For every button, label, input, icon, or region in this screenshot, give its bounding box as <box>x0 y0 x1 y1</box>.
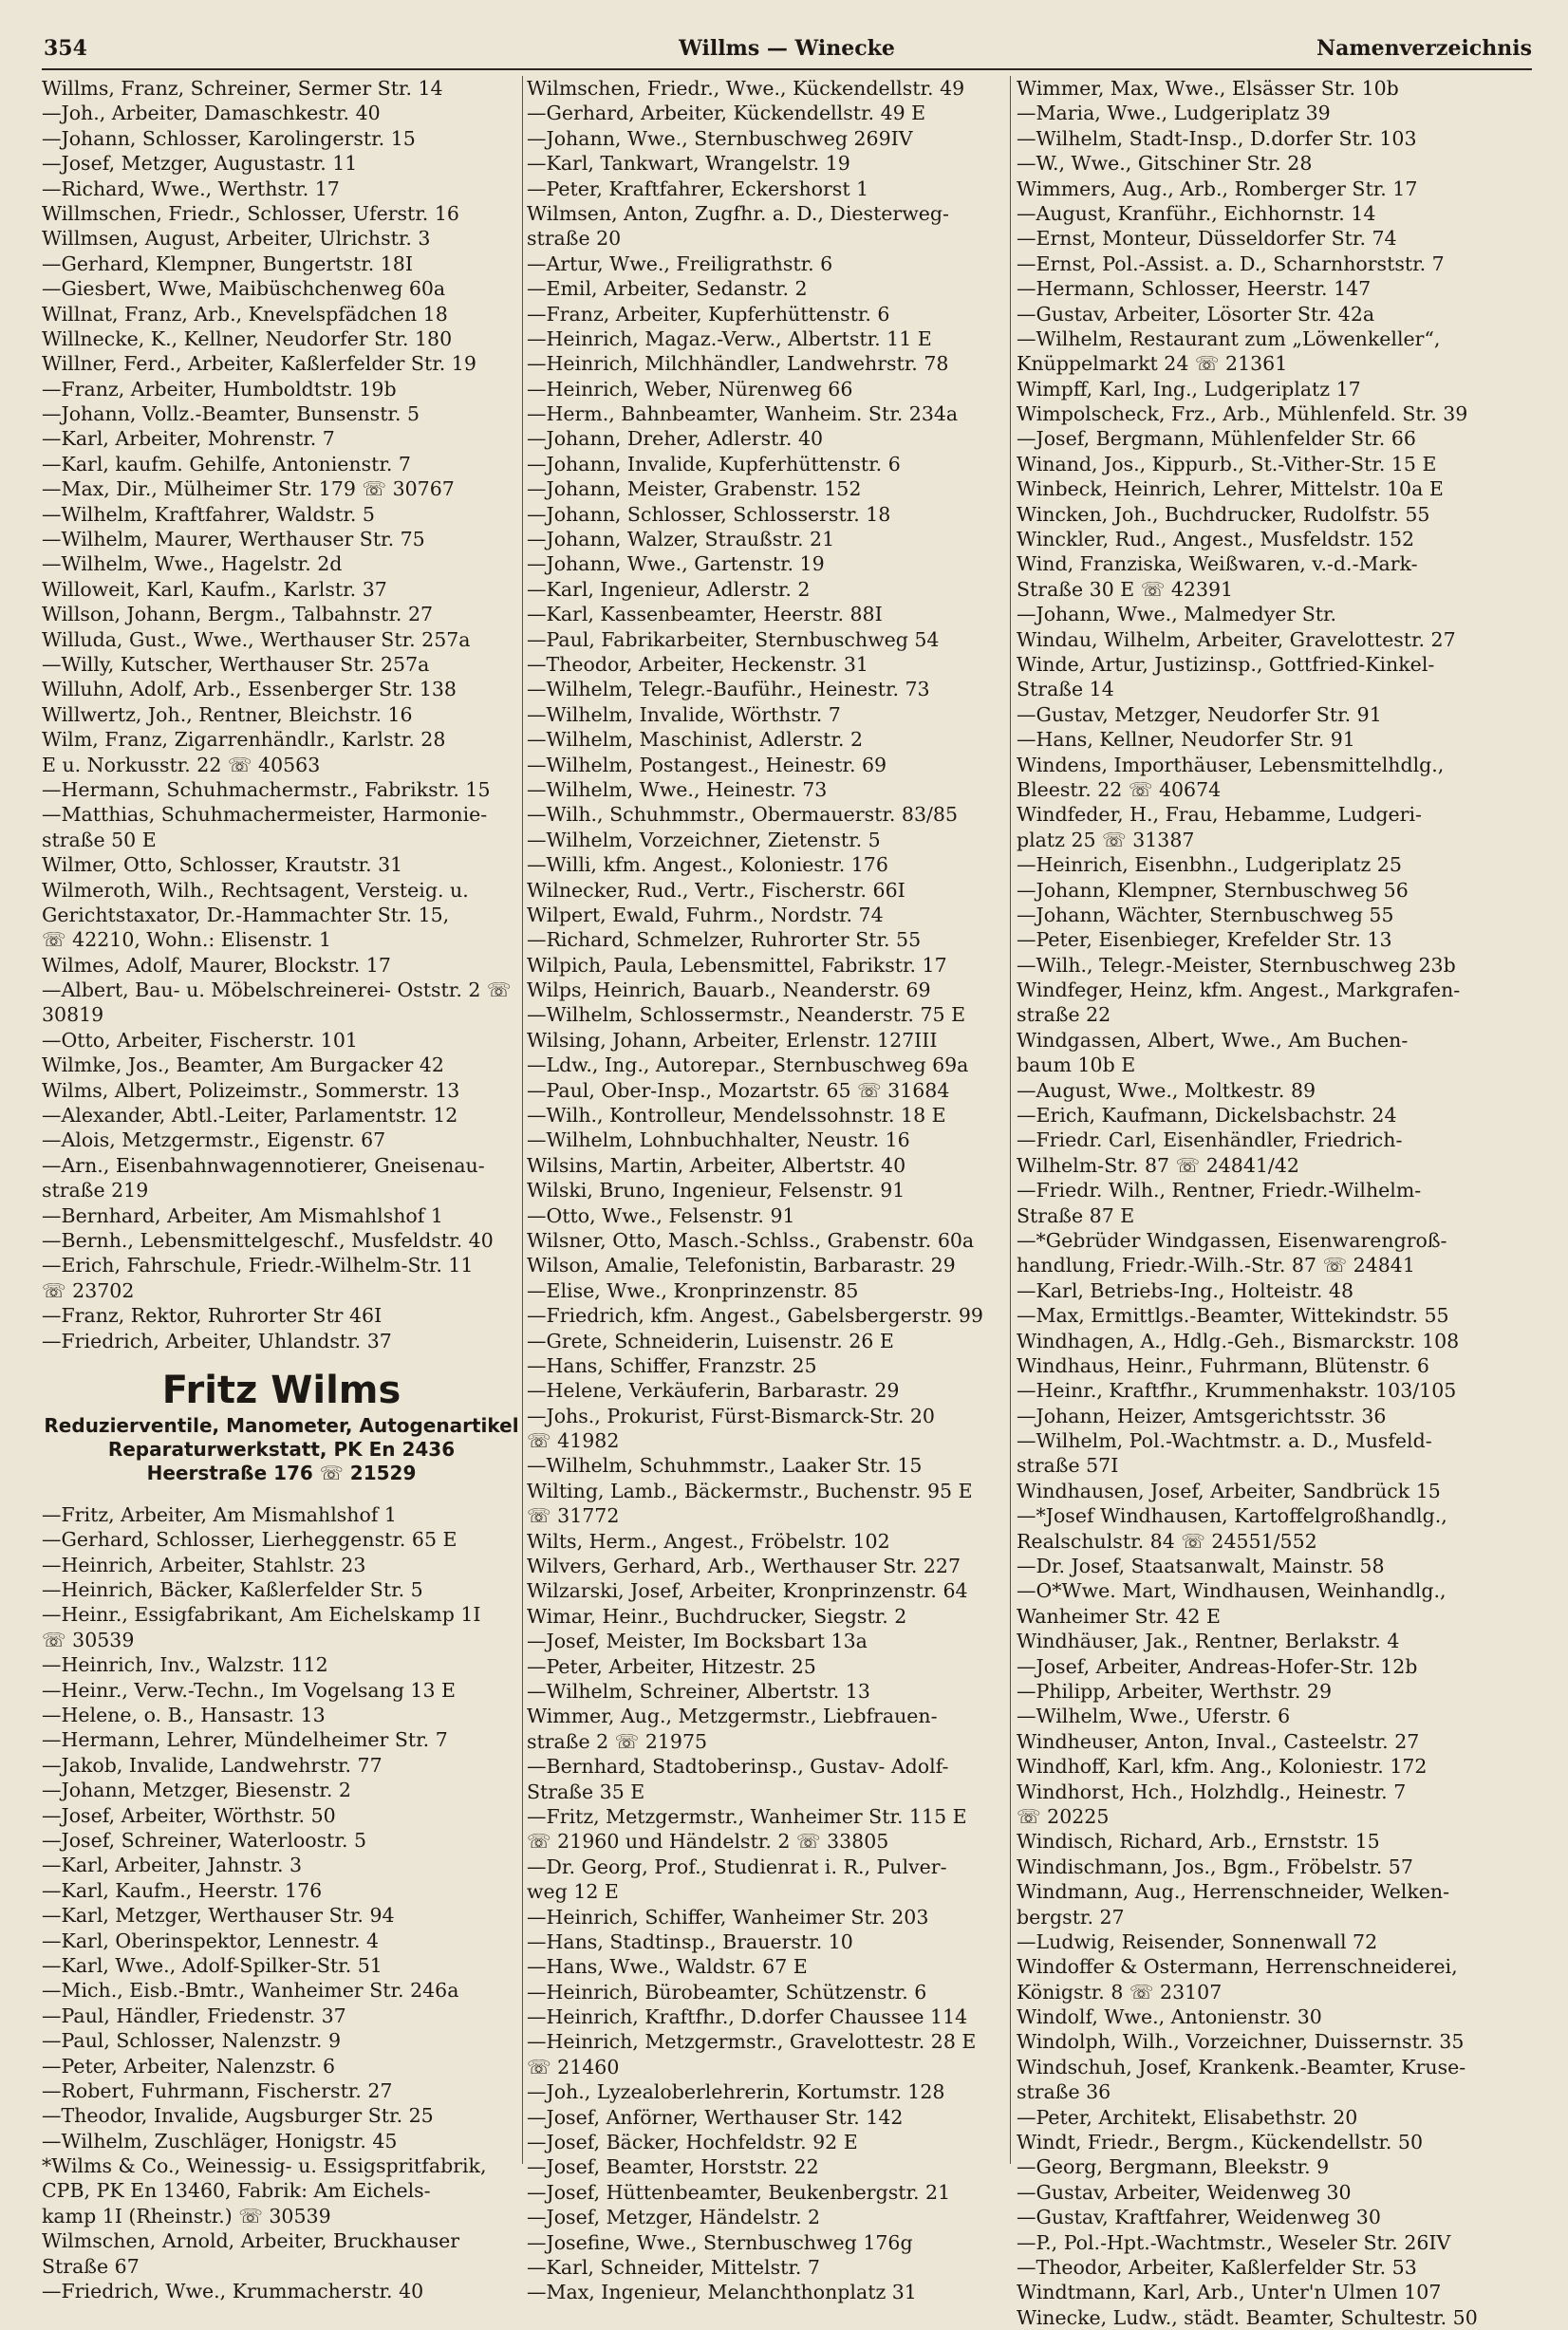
directory-entry: —*Gebrüder Windgassen, Eisenwarengroß- <box>1017 1228 1447 1252</box>
directory-entry: straße 57I <box>1017 1454 1119 1478</box>
directory-entry: —Karl, Oberinspektor, Lennestr. 4 <box>42 1929 380 1952</box>
directory-entry: —Dr. Josef, Staatsanwalt, Mainstr. 58 <box>1017 1555 1385 1578</box>
directory-entry: —Helene, Verkäuferin, Barbarastr. 29 <box>527 1379 900 1403</box>
directory-entry: CPB, PK En 13460, Fabrik: Am Eichels- <box>42 2179 431 2203</box>
directory-entry: —Ludwig, Reisender, Sonnenwall 72 <box>1017 1929 1378 1953</box>
directory-entry: —Johann, Klempner, Sternbuschweg 56 <box>1017 878 1409 902</box>
directory-entry: —Erich, Kaufmann, Dickelsbachstr. 24 <box>1017 1104 1397 1128</box>
directory-entry: Winckler, Rud., Angest., Musfeldstr. 152 <box>1017 528 1415 551</box>
section-title: Namenverzeichnis <box>1316 36 1532 61</box>
directory-entry: weg 12 E <box>527 1880 619 1904</box>
directory-entry: —Josef, Schreiner, Waterloostr. 5 <box>42 1829 367 1852</box>
directory-entry: —Heinr., Essigfabrikant, Am Eichelskamp 1I <box>42 1603 481 1627</box>
directory-entry: —Johann, Dreher, Adlerstr. 40 <box>527 427 824 451</box>
directory-entry: —Ldw., Ing., Autorepar., Sternbuschweg 69a <box>527 1053 969 1077</box>
directory-entry: —Richard, Schmelzer, Ruhrorter Str. 55 <box>527 928 922 952</box>
directory-entry: —Otto, Arbeiter, Fischerstr. 101 <box>42 1028 358 1052</box>
directory-entry: —Wilh., Kontrolleur, Mendelssohnstr. 18 E <box>527 1104 946 1128</box>
directory-entry: ☏ 20225 <box>1017 1804 1110 1828</box>
directory-entry: Winecke, Ludw., städt. Beamter, Schultestr. 50 <box>1017 2305 1478 2329</box>
directory-entry: —Johann, Heizer, Amtsgerichtsstr. 36 <box>1017 1404 1387 1427</box>
directory-entry: Willms, Franz, Schreiner, Sermer Str. 14 <box>42 77 443 100</box>
directory-entry: Windtmann, Karl, Arb., Unter'n Ulmen 107 <box>1017 2281 1442 2304</box>
directory-entry: —Theodor, Invalide, Augsburger Str. 25 <box>42 2104 434 2128</box>
directory-entry: —Paul, Ober-Insp., Mozartstr. 65 ☏ 31684 <box>527 1078 950 1102</box>
directory-entry: baum 10b E <box>1017 1053 1136 1077</box>
directory-entry: Windhorst, Hch., Holzhdlg., Heinestr. 7 <box>1017 1780 1407 1803</box>
directory-entry: Windgassen, Albert, Wwe., Am Buchen- <box>1017 1028 1409 1052</box>
directory-entry: —Josef, Metzger, Händelstr. 2 <box>527 2206 821 2229</box>
directory-entry: Wilmeroth, Wilh., Rechtsagent, Versteig. u. <box>42 878 469 902</box>
directory-entry: —Otto, Wwe., Felsenstr. 91 <box>527 1203 795 1227</box>
directory-entry: —Johann, Meister, Grabenstr. 152 <box>527 477 862 501</box>
directory-entry: —Josef, Arbeiter, Wörthstr. 50 <box>42 1803 336 1827</box>
directory-entry: —Johann, Metzger, Biesenstr. 2 <box>42 1779 351 1802</box>
directory-entry: —Joh., Lyzealoberlehrerin, Kortumstr. 128 <box>527 2080 945 2104</box>
directory-entry: —August, Kranführ., Eichhornstr. 14 <box>1017 201 1376 225</box>
directory-entry: —Wilhelm, Pol.-Wachtmstr. a. D., Musfeld- <box>1017 1429 1432 1453</box>
ad-workshop: Reparaturwerkstatt, PK En 2436 <box>107 1437 456 1461</box>
directory-entry: —Fritz, Arbeiter, Am Mismahlshof 1 <box>42 1502 397 1526</box>
directory-entry: straße 219 <box>42 1179 149 1202</box>
directory-entry: —Hans, Schiffer, Franzstr. 25 <box>527 1353 817 1377</box>
directory-entry: —Willy, Kutscher, Werthauser Str. 257a <box>42 652 430 676</box>
directory-entry: platz 25 ☏ 31387 <box>1017 828 1195 851</box>
directory-entry: E u. Norkusstr. 22 ☏ 40563 <box>42 753 321 776</box>
directory-entry: —Heinrich, Weber, Nürenweg 66 <box>527 377 853 401</box>
directory-entry: —Karl, Schneider, Mittelstr. 7 <box>527 2255 820 2279</box>
directory-entry: —Karl, Metzger, Werthauser Str. 94 <box>42 1904 395 1928</box>
directory-entry: —Gustav, Kraftfahrer, Weidenweg 30 <box>1017 2206 1381 2229</box>
directory-entry: Wilting, Lamb., Bäckermstr., Buchenstr. 95 E <box>527 1479 973 1502</box>
directory-entry: —Wilh., Schuhmmstr., Obermauerstr. 83/85 <box>527 803 959 827</box>
directory-entry: Straße 87 E <box>1017 1203 1135 1227</box>
ad-products: Reduzierventile, Manometer, Autogenartikel <box>44 1413 519 1437</box>
column-1-entries-top <box>42 76 521 1353</box>
directory-entry: —Paul, Fabrikarbeiter, Sternbuschweg 54 <box>527 627 940 651</box>
directory-entry: Wilmschen, Friedr., Wwe., Kückendellstr. 49 <box>527 77 965 100</box>
directory-entry: —Albert, Bau- u. Möbelschreinerei- Oststr. 2 ☏ <box>42 979 512 1002</box>
directory-entry: Wimpff, Karl, Ing., Ludgeriplatz 17 <box>1017 377 1361 401</box>
directory-entry: —Theodor, Arbeiter, Kaßlerfelder Str. 53 <box>1017 2255 1417 2279</box>
directory-entry: —Alexander, Abtl.-Leiter, Parlamentstr. 12 <box>42 1104 458 1128</box>
directory-entry: Windoffer & Ostermann, Herrenschneiderei, <box>1017 1955 1458 1979</box>
directory-entry: Wincken, Joh., Buchdrucker, Rudolfstr. 55 <box>1017 502 1430 526</box>
directory-entry: —Gustav, Arbeiter, Lösorter Str. 42a <box>1017 302 1375 326</box>
directory-entry: Willoweit, Karl, Kaufm., Karlstr. 37 <box>42 577 387 601</box>
directory-entry: —Wilhelm, Zuschläger, Honigstr. 45 <box>42 2129 398 2153</box>
directory-entry: —Heinr., Verw.-Techn., Im Vogelsang 13 E <box>42 1678 456 1702</box>
directory-entry: Wilnecker, Rud., Vertr., Fischerstr. 66I <box>527 878 905 902</box>
directory-entry: —Wilhelm, Stadt-Insp., D.dorfer Str. 103 <box>1017 126 1417 150</box>
directory-entry: ☏ 21460 <box>527 2055 620 2078</box>
page-number: 354 <box>44 36 87 61</box>
directory-entry: —Johann, Wwe., Sternbuschweg 269IV <box>527 126 913 150</box>
directory-entry: —Wilhelm, Postangest., Heinestr. 69 <box>527 753 887 776</box>
directory-entry: —Theodor, Arbeiter, Heckenstr. 31 <box>527 652 868 676</box>
page-header <box>42 28 1532 70</box>
directory-entry: —Wilhelm, Maurer, Werthauser Str. 75 <box>42 528 425 551</box>
ad-company-name: Fritz Wilms <box>161 1368 401 1412</box>
directory-entry: —Max, Dir., Mülheimer Str. 179 ☏ 30767 <box>42 477 455 501</box>
directory-entry: straße 20 <box>527 227 622 251</box>
directory-entry: —Wilhelm, Schlossermstr., Neanderstr. 75 E <box>527 1003 966 1027</box>
directory-entry: —Peter, Kraftfahrer, Eckershorst 1 <box>527 177 869 200</box>
directory-entry: Wilmes, Adolf, Maurer, Blockstr. 17 <box>42 953 391 977</box>
directory-entry: —Peter, Architekt, Elisabethstr. 20 <box>1017 2105 1358 2129</box>
directory-entry: —Johann, Wächter, Sternbuschweg 55 <box>1017 903 1394 926</box>
directory-entry: —Wilhelm, Maschinist, Adlerstr. 2 <box>527 728 864 752</box>
directory-entry: Windheuser, Anton, Inval., Casteelstr. 27 <box>1017 1729 1420 1753</box>
directory-entry: handlung, Friedr.-Wilh.-Str. 87 ☏ 24841 <box>1017 1254 1415 1277</box>
directory-entry: —Johann, Schlosser, Schlosserstr. 18 <box>527 502 891 526</box>
directory-entry: straße 22 <box>1017 1003 1111 1027</box>
directory-entry: Realschulstr. 84 ☏ 24551/552 <box>1017 1529 1317 1553</box>
directory-entry: —Karl, Kassenbeamter, Heerstr. 88I <box>527 603 883 626</box>
directory-entry: Windschuh, Josef, Krankenk.-Beamter, Kruse- <box>1017 2055 1466 2078</box>
directory-entry: Wilmer, Otto, Schlosser, Krautstr. 31 <box>42 853 403 877</box>
directory-entry: ☏ 42210, Wohn.: Elisenstr. 1 <box>42 928 332 952</box>
directory-entry: —Paul, Händler, Friedenstr. 37 <box>42 2004 346 2027</box>
directory-entry: Windhäuser, Jak., Rentner, Berlakstr. 4 <box>1017 1630 1400 1653</box>
directory-entry: Wilms, Albert, Polizeimstr., Sommerstr. 13 <box>42 1078 460 1102</box>
directory-entry: Willmsen, August, Arbeiter, Ulrichstr. 3 <box>42 227 431 251</box>
directory-entry: —Bernhard, Arbeiter, Am Mismahlshof 1 <box>42 1203 443 1227</box>
directory-entry: Willnat, Franz, Arb., Knevelspfädchen 18 <box>42 302 448 326</box>
directory-entry: —Max, Ermittlgs.-Beamter, Wittekindstr. 55 <box>1017 1304 1449 1328</box>
directory-entry: Windt, Friedr., Bergm., Kückendellstr. 50 <box>1017 2131 1423 2154</box>
directory-entry: ☏ 30539 <box>42 1628 135 1651</box>
directory-entry: —P., Pol.-Hpt.-Wachtmstr., Weseler Str. 26IV <box>1017 2230 1451 2254</box>
directory-entry: Wilpert, Ewald, Fuhrm., Nordstr. 74 <box>527 903 884 926</box>
directory-entry: —Karl, Kaufm., Heerstr. 176 <box>42 1878 323 1902</box>
directory-entry: Wanheimer Str. 42 E <box>1017 1604 1221 1628</box>
directory-entry: Straße 67 <box>42 2254 140 2278</box>
directory-entry: Königstr. 8 ☏ 23107 <box>1017 1980 1223 2004</box>
column-divider <box>522 76 523 2164</box>
directory-entry: —Josef, Metzger, Augustastr. 11 <box>42 152 358 176</box>
directory-entry: Wilzarski, Josef, Arbeiter, Kronprinzenstr. 64 <box>527 1579 968 1603</box>
directory-entry: —Fritz, Metzgermstr., Wanheimer Str. 115 E <box>527 1804 967 1828</box>
directory-entry: Wilsing, Johann, Arbeiter, Erlenstr. 127III <box>527 1028 938 1052</box>
directory-entry: Knüppelmarkt 24 ☏ 21361 <box>1017 352 1288 376</box>
directory-entry: —Wilhelm, Wwe., Uferstr. 6 <box>1017 1705 1291 1728</box>
directory-entry: —Giesbert, Wwe, Maibüschchenweg 60a <box>42 277 446 301</box>
directory-entry: —Richard, Wwe., Werthstr. 17 <box>42 177 340 200</box>
directory-entry: Windfeger, Heinz, kfm. Angest., Markgrafen- <box>1017 979 1461 1002</box>
directory-entry: —Heinrich, Bürobeamter, Schützenstr. 6 <box>527 1980 927 2004</box>
directory-entry: —Friedrich, Arbeiter, Uhlandstr. 37 <box>42 1329 392 1352</box>
directory-entry: Windfeder, H., Frau, Hebamme, Ludgeri- <box>1017 803 1422 827</box>
directory-entry: —Josef, Meister, Im Bocksbart 13a <box>527 1630 868 1653</box>
directory-entry: —Emil, Arbeiter, Sedanstr. 2 <box>527 277 808 301</box>
directory-entry: Willmschen, Friedr., Schlosser, Uferstr. 16 <box>42 201 459 225</box>
directory-entry: —Grete, Schneiderin, Luisenstr. 26 E <box>527 1329 894 1352</box>
directory-entry: Wind, Franziska, Weißwaren, v.-d.-Mark- <box>1017 552 1418 576</box>
directory-entry: kamp 1I (Rheinstr.) ☏ 30539 <box>42 2204 331 2227</box>
directory-entry: —Hans, Stadtinsp., Brauerstr. 10 <box>527 1929 853 1953</box>
directory-entry: Willson, Johann, Bergm., Talbahnstr. 27 <box>42 603 434 626</box>
directory-entry: Windhoff, Karl, kfm. Ang., Koloniestr. 172 <box>1017 1755 1428 1779</box>
directory-entry: bergstr. 27 <box>1017 1905 1125 1929</box>
directory-entry: —Mich., Eisb.-Bmtr., Wanheimer Str. 246a <box>42 1979 459 2003</box>
directory-entry: —Franz, Arbeiter, Kupferhüttenstr. 6 <box>527 302 890 326</box>
directory-entry: —Erich, Fahrschule, Friedr.-Wilhelm-Str. 11 <box>42 1254 474 1277</box>
directory-entry: —Heinrich, Bäcker, Kaßlerfelder Str. 5 <box>42 1578 423 1602</box>
directory-entry: Wilmke, Jos., Beamter, Am Burgacker 42 <box>42 1053 444 1077</box>
directory-entry: Wilmschen, Arnold, Arbeiter, Bruckhauser <box>42 2229 460 2253</box>
directory-entry: —Friedrich, kfm. Angest., Gabelsbergerstr. 99 <box>527 1304 983 1328</box>
directory-entry: ☏ 31772 <box>527 1504 620 1528</box>
directory-entry: —Heinrich, Schiffer, Wanheimer Str. 203 <box>527 1905 929 1929</box>
directory-entry: —Hermann, Schlosser, Heerstr. 147 <box>1017 277 1372 301</box>
directory-entry: —Johann, Vollz.-Beamter, Bunsenstr. 5 <box>42 402 420 426</box>
column-3 <box>1017 76 1534 2329</box>
directory-entry: —Josefine, Wwe., Sternbuschweg 176g <box>527 2230 913 2254</box>
directory-entry: —Franz, Arbeiter, Humboldtstr. 19b <box>42 377 397 401</box>
directory-entry: —Arn., Eisenbahnwagennotierer, Gneisenau- <box>42 1153 485 1177</box>
directory-entry: —Gustav, Arbeiter, Weidenweg 30 <box>1017 2180 1352 2204</box>
directory-entry: —Alois, Metzgermstr., Eigenstr. 67 <box>42 1128 386 1152</box>
directory-entry: —Matthias, Schuhmachermeister, Harmonie- <box>42 803 488 827</box>
directory-entry: —Herm., Bahnbeamter, Wanheim. Str. 234a <box>527 402 959 426</box>
column-divider <box>1010 76 1011 2164</box>
ad-address: Heerstraße 176 ☏ 21529 <box>146 1461 417 1484</box>
directory-entry: —Peter, Eisenbieger, Krefelder Str. 13 <box>1017 928 1392 952</box>
directory-entry: —Johann, Wwe., Gartenstr. 19 <box>527 552 825 576</box>
directory-entry: —Joh., Arbeiter, Damaschkestr. 40 <box>42 102 381 125</box>
directory-entry: Windau, Wilhelm, Arbeiter, Gravelottestr. 27 <box>1017 627 1456 651</box>
directory-entry: —Maria, Wwe., Ludgeriplatz 39 <box>1017 102 1331 125</box>
directory-entry: Winand, Jos., Kippurb., St.-Vither-Str. 15 E <box>1017 452 1437 475</box>
directory-entry: —Gerhard, Arbeiter, Kückendellstr. 49 E <box>527 102 926 125</box>
directory-entry: —Wilhelm, Lohnbuchhalter, Neustr. 16 <box>527 1128 910 1152</box>
directory-entry: —Hans, Kellner, Neudorfer Str. 91 <box>1017 728 1355 752</box>
directory-entry: —O*Wwe. Mart, Windhausen, Weinhandlg., <box>1017 1579 1447 1603</box>
directory-entry: Wilsins, Martin, Arbeiter, Albertstr. 40 <box>527 1153 906 1177</box>
directory-entry: —Karl, Ingenieur, Adlerstr. 2 <box>527 577 811 601</box>
directory-entry: —Bernhard, Stadtoberinsp., Gustav- Adolf- <box>527 1755 949 1779</box>
directory-entry: —Heinr., Kraftfhr., Krummenhakstr. 103/105 <box>1017 1379 1457 1403</box>
directory-entry: —Hans, Wwe., Waldstr. 67 E <box>527 1955 808 1979</box>
directory-entry: —Heinrich, Milchhändler, Landwehrstr. 78 <box>527 352 949 376</box>
directory-entry: —Johs., Prokurist, Fürst-Bismarck-Str. 20 <box>527 1404 935 1427</box>
directory-entry: *Wilms & Co., Weinessig- u. Essigspritfabrik, <box>42 2154 487 2178</box>
directory-entry: —Dr. Georg, Prof., Studienrat i. R., Pulver- <box>527 1855 947 1878</box>
directory-entry: —Max, Ingenieur, Melanchthonplatz 31 <box>527 2281 917 2304</box>
directory-entry: ☏ 41982 <box>527 1429 620 1453</box>
directory-entry: Winbeck, Heinrich, Lehrer, Mittelstr. 10a E <box>1017 477 1444 501</box>
directory-entry: —Wilhelm, Vorzeichner, Zietenstr. 5 <box>527 828 881 851</box>
directory-entry: —Johann, Invalide, Kupferhüttenstr. 6 <box>527 452 901 475</box>
directory-entry: —Georg, Bergmann, Bleekstr. 9 <box>1017 2155 1330 2179</box>
directory-entry: Wilm, Franz, Zigarrenhändlr., Karlstr. 28 <box>42 728 446 752</box>
directory-entry: —August, Wwe., Moltkestr. 89 <box>1017 1078 1316 1102</box>
directory-entry: Windhagen, A., Hdlg.-Geh., Bismarckstr. 108 <box>1017 1329 1460 1352</box>
directory-entry: Wimpolscheck, Frz., Arb., Mühlenfeld. Str. 39 <box>1017 402 1468 426</box>
directory-entry: Wilson, Amalie, Telefonistin, Barbarastr. 29 <box>527 1254 956 1277</box>
directory-entry: —Gerhard, Schlosser, Lierheggenstr. 65 E <box>42 1528 457 1552</box>
directory-entry: —Josef, Beamter, Horststr. 22 <box>527 2155 819 2179</box>
directory-entry: —Hermann, Schuhmachermstr., Fabrikstr. 15 <box>42 777 491 801</box>
directory-entry: —Johann, Wwe., Malmedyer Str. <box>1017 603 1337 626</box>
directory-entry: —Wilh., Telegr.-Meister, Sternbuschweg 23b <box>1017 953 1456 977</box>
directory-entry: —Friedrich, Wwe., Krummacherstr. 40 <box>42 2280 424 2303</box>
directory-entry: —Karl, Tankwart, Wrangelstr. 19 <box>527 152 850 176</box>
column-2 <box>527 76 1006 2304</box>
directory-entry: —Josef, Hüttenbeamter, Beukenbergstr. 21 <box>527 2180 951 2204</box>
directory-entry: Wilvers, Gerhard, Arb., Werthauser Str. 227 <box>527 1555 961 1578</box>
directory-entry: 30819 <box>42 1003 104 1027</box>
directory-entry: —Heinrich, Eisenbhn., Ludgeriplatz 25 <box>1017 853 1402 877</box>
directory-entry: Wilski, Bruno, Ingenieur, Felsenstr. 91 <box>527 1179 905 1202</box>
directory-entry: Windolf, Wwe., Antonienstr. 30 <box>1017 2005 1322 2029</box>
directory-entry: —Heinrich, Inv., Walzstr. 112 <box>42 1653 328 1677</box>
directory-entry: Wimmer, Aug., Metzgermstr., Liebfrauen- <box>527 1705 938 1728</box>
directory-entry: Windhausen, Josef, Arbeiter, Sandbrück 15 <box>1017 1479 1441 1502</box>
directory-entry: —Josef, Arbeiter, Andreas-Hofer-Str. 12b <box>1017 1654 1418 1678</box>
directory-entry: —Wilhelm, Schreiner, Albertstr. 13 <box>527 1680 870 1703</box>
directory-entry: —Hermann, Lehrer, Mündelheimer Str. 7 <box>42 1728 448 1752</box>
directory-entry: Willnecke, K., Kellner, Neudorfer Str. 180 <box>42 326 453 350</box>
directory-entry: Windischmann, Jos., Bgm., Fröbelstr. 57 <box>1017 1855 1413 1878</box>
directory-entry: —Wilhelm, Schuhmmstr., Laaker Str. 15 <box>527 1454 923 1478</box>
directory-entry: —Gustav, Metzger, Neudorfer Str. 91 <box>1017 702 1382 726</box>
directory-entry: Willuhn, Adolf, Arb., Essenberger Str. 138 <box>42 678 457 701</box>
directory-entry: —Josef, Bergmann, Mühlenfelder Str. 66 <box>1017 427 1416 451</box>
page-title: Willms — Winecke <box>679 36 895 61</box>
directory-entry: —Wilhelm, Kraftfahrer, Waldstr. 5 <box>42 502 375 526</box>
directory-entry: Gerichtstaxator, Dr.-Hammachter Str. 15, <box>42 903 450 926</box>
directory-entry: Windmann, Aug., Herrenschneider, Welken- <box>1017 1880 1450 1904</box>
directory-entry: —Heinrich, Metzgermstr., Gravelottestr. 28 E <box>527 2030 977 2054</box>
directory-entry: Straße 14 <box>1017 678 1114 701</box>
directory-entry: —Heinrich, Arbeiter, Stahlstr. 23 <box>42 1553 366 1576</box>
directory-entry: —Willi, kfm. Angest., Koloniestr. 176 <box>527 853 888 877</box>
directory-entry: —*Josef Windhausen, Kartoffelgroßhandlg., <box>1017 1504 1447 1528</box>
directory-entry: —Karl, Arbeiter, Jahnstr. 3 <box>42 1854 303 1877</box>
directory-entry: straße 36 <box>1017 2080 1111 2104</box>
directory-entry: Straße 30 E ☏ 42391 <box>1017 577 1234 601</box>
directory-entry: —Helene, o. B., Hansastr. 13 <box>42 1704 326 1727</box>
directory-entry: Wilpich, Paula, Lebensmittel, Fabrikstr. 17 <box>527 953 947 977</box>
directory-entry: Straße 35 E <box>527 1780 645 1803</box>
directory-entry: —Karl, kaufm. Gehilfe, Antonienstr. 7 <box>42 452 411 475</box>
directory-entry: —Wilhelm, Invalide, Wörthstr. 7 <box>527 702 841 726</box>
directory-entry: Willwertz, Joh., Rentner, Bleichstr. 16 <box>42 702 413 726</box>
directory-entry: —Karl, Betriebs-Ing., Holteistr. 48 <box>1017 1278 1354 1302</box>
column-1 <box>42 76 521 2303</box>
directory-entry: Wimmer, Max, Wwe., Elsässer Str. 10b <box>1017 77 1399 100</box>
directory-entry: —Johann, Schlosser, Karolingerstr. 15 <box>42 126 416 150</box>
directory-entry: —Josef, Bäcker, Hochfeldstr. 92 E <box>527 2131 858 2154</box>
directory-entry: —Ernst, Monteur, Düsseldorfer Str. 74 <box>1017 227 1397 251</box>
directory-entry: Wimmers, Aug., Arb., Romberger Str. 17 <box>1017 177 1418 200</box>
directory-entry: —Peter, Arbeiter, Hitzestr. 25 <box>527 1654 816 1678</box>
directory-entry: Wilsner, Otto, Masch.-Schlss., Grabenstr. 60a <box>527 1228 975 1252</box>
directory-entry: —Wilhelm, Wwe., Hagelstr. 2d <box>42 552 343 576</box>
directory-entry: —Artur, Wwe., Freiligrathstr. 6 <box>527 252 833 275</box>
directory-entry: Windhaus, Heinr., Fuhrmann, Blütenstr. 6 <box>1017 1353 1429 1377</box>
directory-entry: —Bernh., Lebensmittelgeschf., Musfeldstr. 40 <box>42 1228 494 1252</box>
directory-entry: Windolph, Wilh., Vorzeichner, Duissernstr. 35 <box>1017 2030 1465 2054</box>
directory-entry: —Gerhard, Klempner, Bungertstr. 18I <box>42 252 413 275</box>
directory-entry: —Jakob, Invalide, Landwehrstr. 77 <box>42 1753 383 1777</box>
directory-entry: Wilts, Herm., Angest., Fröbelstr. 102 <box>527 1529 890 1553</box>
directory-entry: —W., Wwe., Gitschiner Str. 28 <box>1017 152 1313 176</box>
directory-entry: straße 2 ☏ 21975 <box>527 1729 708 1753</box>
directory-entry: Willner, Ferd., Arbeiter, Kaßlerfelder Str. 19 <box>42 352 476 376</box>
directory-entry: —Ernst, Pol.-Assist. a. D., Scharnhorststr. 7 <box>1017 252 1445 275</box>
directory-entry: —Franz, Rektor, Ruhrorter Str 46I <box>42 1304 383 1328</box>
directory-entry: —Wilhelm, Restaurant zum „Löwenkeller“, <box>1017 326 1441 350</box>
directory-entry: ☏ 21960 und Händelstr. 2 ☏ 33805 <box>527 1830 889 1854</box>
directory-entry: Bleestr. 22 ☏ 40674 <box>1017 777 1222 801</box>
directory-entry: —Peter, Arbeiter, Nalenzstr. 6 <box>42 2054 336 2078</box>
directory-entry: Windisch, Richard, Arb., Ernststr. 15 <box>1017 1830 1380 1854</box>
directory-entry: —Robert, Fuhrmann, Fischerstr. 27 <box>42 2078 393 2102</box>
directory-entry: —Johann, Walzer, Straußstr. 21 <box>527 528 835 551</box>
directory-entry: Winde, Artur, Justizinsp., Gottfried-Kinkel- <box>1017 652 1435 676</box>
directory-entry: Wilmsen, Anton, Zugfhr. a. D., Diesterweg- <box>527 201 949 225</box>
directory-entry: Willuda, Gust., Wwe., Werthauser Str. 257a <box>42 627 471 651</box>
directory-entry: —Wilhelm, Telegr.-Bauführ., Heinestr. 73 <box>527 678 930 701</box>
directory-entry: —Heinrich, Kraftfhr., D.dorfer Chaussee 114 <box>527 2005 968 2029</box>
directory-entry: straße 50 E <box>42 828 157 851</box>
directory-entry: —Josef, Anförner, Werthauser Str. 142 <box>527 2105 904 2129</box>
directory-entry: —Karl, Arbeiter, Mohrenstr. 7 <box>42 427 335 451</box>
directory-entry: —Paul, Schlosser, Nalenzstr. 9 <box>42 2029 341 2053</box>
directory-entry: Wilhelm-Str. 87 ☏ 24841/42 <box>1017 1153 1299 1177</box>
column-1-entries-bottom <box>42 1502 521 2304</box>
directory-entry: —Friedr. Wilh., Rentner, Friedr.-Wilhelm- <box>1017 1179 1422 1202</box>
directory-entry: —Philipp, Arbeiter, Werthstr. 29 <box>1017 1680 1333 1703</box>
directory-entry: Wilps, Heinrich, Bauarb., Neanderstr. 69 <box>527 979 931 1002</box>
directory-entry: Windens, Importhäuser, Lebensmittelhdlg., <box>1017 753 1445 776</box>
directory-entry: —Heinrich, Magaz.-Verw., Albertstr. 11 E <box>527 326 932 350</box>
directory-entry: —Karl, Wwe., Adolf-Spilker-Str. 51 <box>42 1953 383 1977</box>
directory-entry: —Elise, Wwe., Kronprinzenstr. 85 <box>527 1278 859 1302</box>
directory-entry: Wimar, Heinr., Buchdrucker, Siegstr. 2 <box>527 1604 907 1628</box>
directory-entry: —Wilhelm, Wwe., Heinestr. 73 <box>527 777 828 801</box>
advertisement <box>42 1353 521 1502</box>
directory-entry: —Friedr. Carl, Eisenhändler, Friedrich- <box>1017 1128 1403 1152</box>
directory-entry: ☏ 23702 <box>42 1278 135 1302</box>
